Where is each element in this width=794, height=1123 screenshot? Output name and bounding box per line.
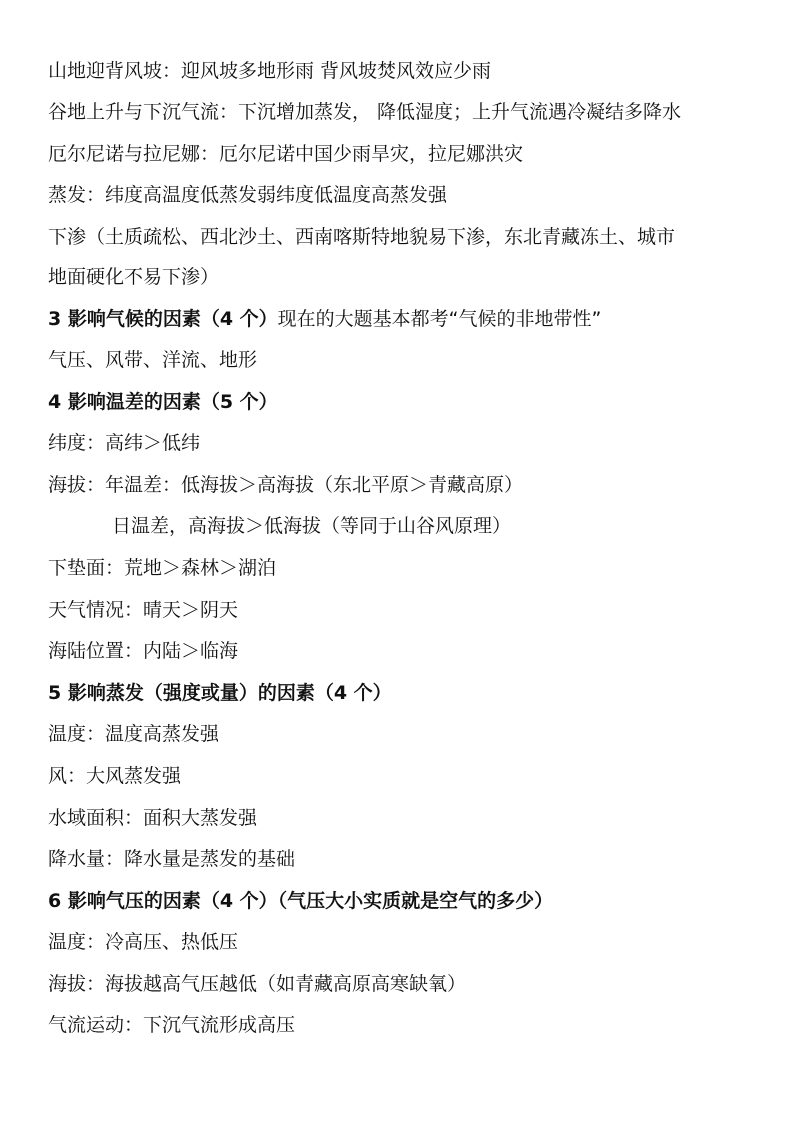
text-line: 山地迎背风坡：迎风坡多地形雨 背风坡焚风效应少雨 <box>48 60 492 82</box>
text-line: 气压、风带、洋流、地形 <box>48 349 258 371</box>
section-heading: 6 影响气压的因素（4 个）（气压大小实质就是空气的多少） <box>48 890 554 912</box>
text-line: 天气情况：晴天＞阴天 <box>48 599 239 621</box>
section-heading: 5 影响蒸发（强度或量）的因素（4 个） <box>48 682 392 704</box>
section-heading: 3 影响气候的因素（4 个） <box>48 308 278 330</box>
text-line: 气流运动：下沉气流形成高压 <box>48 1014 296 1036</box>
text-line: 海拔：海拔越高气压越低（如青藏高原高寒缺氧） <box>48 973 467 995</box>
text-line: 海陆位置：内陆＞临海 <box>48 640 239 662</box>
text-line: 日温差，高海拔＞低海拔（等同于山谷风原理） <box>112 515 512 537</box>
section-heading-line <box>48 306 601 332</box>
text-line: 降水量：降水量是蒸发的基础 <box>48 848 296 870</box>
text-line: 蒸发：纬度高温度低蒸发弱纬度低温度高蒸发强 <box>48 184 448 206</box>
text-line: 地面硬化不易下渗） <box>48 266 220 288</box>
text-line: 下渗（土质疏松、西北沙土、西南喀斯特地貌易下渗，东北青藏冻土、城市 <box>48 226 676 248</box>
text-line: 水域面积：面积大蒸发强 <box>48 807 258 829</box>
text-line: 厄尔尼诺与拉尼娜：厄尔尼诺中国少雨旱灾，拉尼娜洪灾 <box>48 143 524 165</box>
text-line: 纬度：高纬＞低纬 <box>48 432 201 454</box>
text-line: 风：大风蒸发强 <box>48 765 182 787</box>
text-line: 下垫面：荒地＞森林＞湖泊 <box>48 557 277 579</box>
section-note: 现在的大题基本都考“气候的非地带性” <box>277 308 602 330</box>
text-line: 温度：温度高蒸发强 <box>48 723 220 745</box>
section-heading: 4 影响温差的因素（5 个） <box>48 391 278 413</box>
text-line: 海拔：年温差：低海拔＞高海拔（东北平原＞青藏高原） <box>48 474 524 496</box>
text-line: 温度：冷高压、热低压 <box>48 931 239 953</box>
text-line: 谷地上升与下沉气流：下沉增加蒸发， 降低湿度；上升气流遇冷凝结多降水 <box>48 101 682 123</box>
